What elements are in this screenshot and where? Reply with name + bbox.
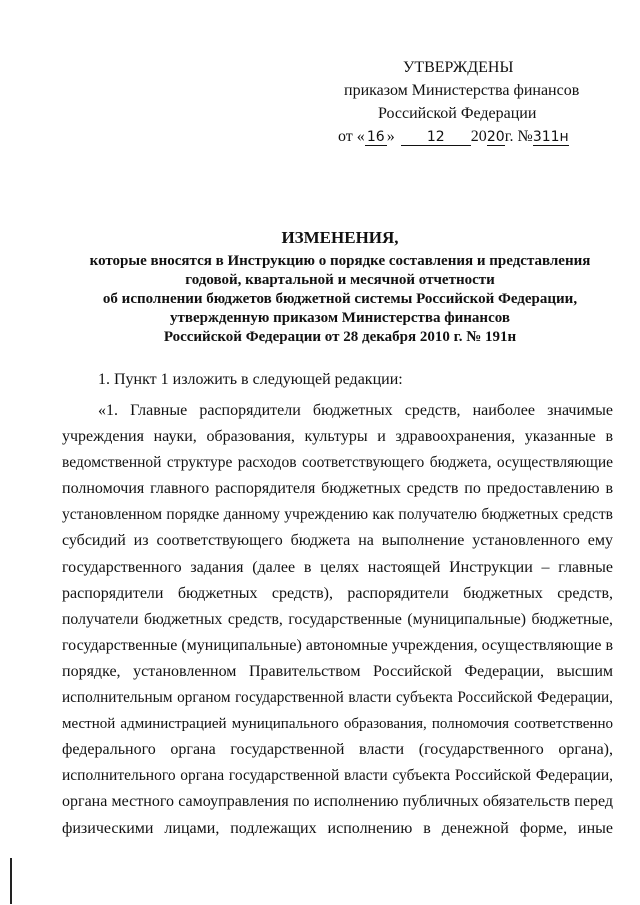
paragraph-line: государственные (муниципальные) автономные учреждения, осуществляющие в [62, 636, 613, 654]
paragraph-line: распорядители бюджетных средств), распорядители бюджетных средств, [62, 584, 613, 602]
document-body [62, 367, 613, 842]
paragraph-line: физическими лицами, подлежащих исполнению в денежной форме, иные [62, 819, 613, 837]
paragraph-line: исполнительного органа государственной власти субъекта Российской Федерации, [62, 767, 613, 785]
year-label: г. № [504, 128, 533, 145]
amendment-paragraph [62, 398, 613, 842]
paragraph-line: учреждения науки, образования, культуры и здравоохранения, указанные в [62, 428, 613, 446]
handwritten-day: 16 [365, 129, 387, 146]
paragraph-line: местной администрацией муниципального образования, полномочия соответственно [62, 716, 613, 733]
date-day-close: » [386, 128, 395, 145]
title-heading: ИЗМЕНЕНИЯ, [281, 228, 399, 247]
paragraph-line: органа местного самоуправления по исполнению публичных обязательств перед [62, 793, 613, 811]
title-line: утвержденную приказом Министерства финансов [170, 310, 510, 326]
paragraph-line: «1. Главные распорядители бюджетных средств, наиболее значимые [98, 402, 613, 419]
handwritten-order-number: 311н [532, 129, 569, 145]
paragraph-line: получатели бюджетных средств, государственные (муниципальные) бюджетные, [62, 610, 613, 628]
approval-stamp [320, 56, 620, 148]
paragraph-line: субсидий из соответствующего бюджета на выполнение установленного ему [62, 532, 613, 550]
paragraph-line: государственного задания (далее в целях настоящей Инструкции – главные [62, 558, 613, 576]
paragraph-line: исполнительным органом государственной власти субъекта Российской Федерации, [62, 689, 613, 707]
date-prefix: от « [338, 128, 365, 145]
paragraph-line: федерального органа государственной власти (государственного органа), [62, 741, 613, 759]
paragraph-line: установленном порядке данному учреждению как получателю бюджетных средств [62, 506, 613, 524]
paragraph-line: полномочия главного распорядителя бюджетных средств по предоставлению в [62, 480, 613, 498]
title-line: годовой, квартальной и месячной отчетности [185, 272, 495, 288]
paragraph-line: порядке, установленном Правительством Российской Федерации, высшим [62, 662, 613, 680]
approval-country: Российской Федерации [378, 105, 537, 122]
handwritten-month: 12 [401, 129, 471, 146]
title-line: об исполнении бюджетов бюджетной системы Российской Федерации, [102, 291, 578, 307]
handwritten-year: 20 [486, 129, 505, 145]
title-line: Российской Федерации от 28 декабря 2010 г. № 191н [163, 329, 517, 345]
approval-title: УТВЕРЖДЕНЫ [403, 59, 514, 76]
scan-margin-mark [10, 858, 12, 904]
approval-order: приказом Министерства финансов [344, 82, 580, 99]
paragraph-line: ведомственной структуре расходов соответствующего бюджета, осуществляющие [62, 454, 613, 472]
title-line: которые вносятся в Инструкцию о порядке составления и представления [89, 253, 591, 269]
year-prefix: 20 [470, 128, 487, 145]
point-intro: 1. Пункт 1 изложить в следующей редакции: [98, 371, 403, 388]
approval-date-line [320, 125, 620, 148]
document-title [40, 228, 640, 347]
